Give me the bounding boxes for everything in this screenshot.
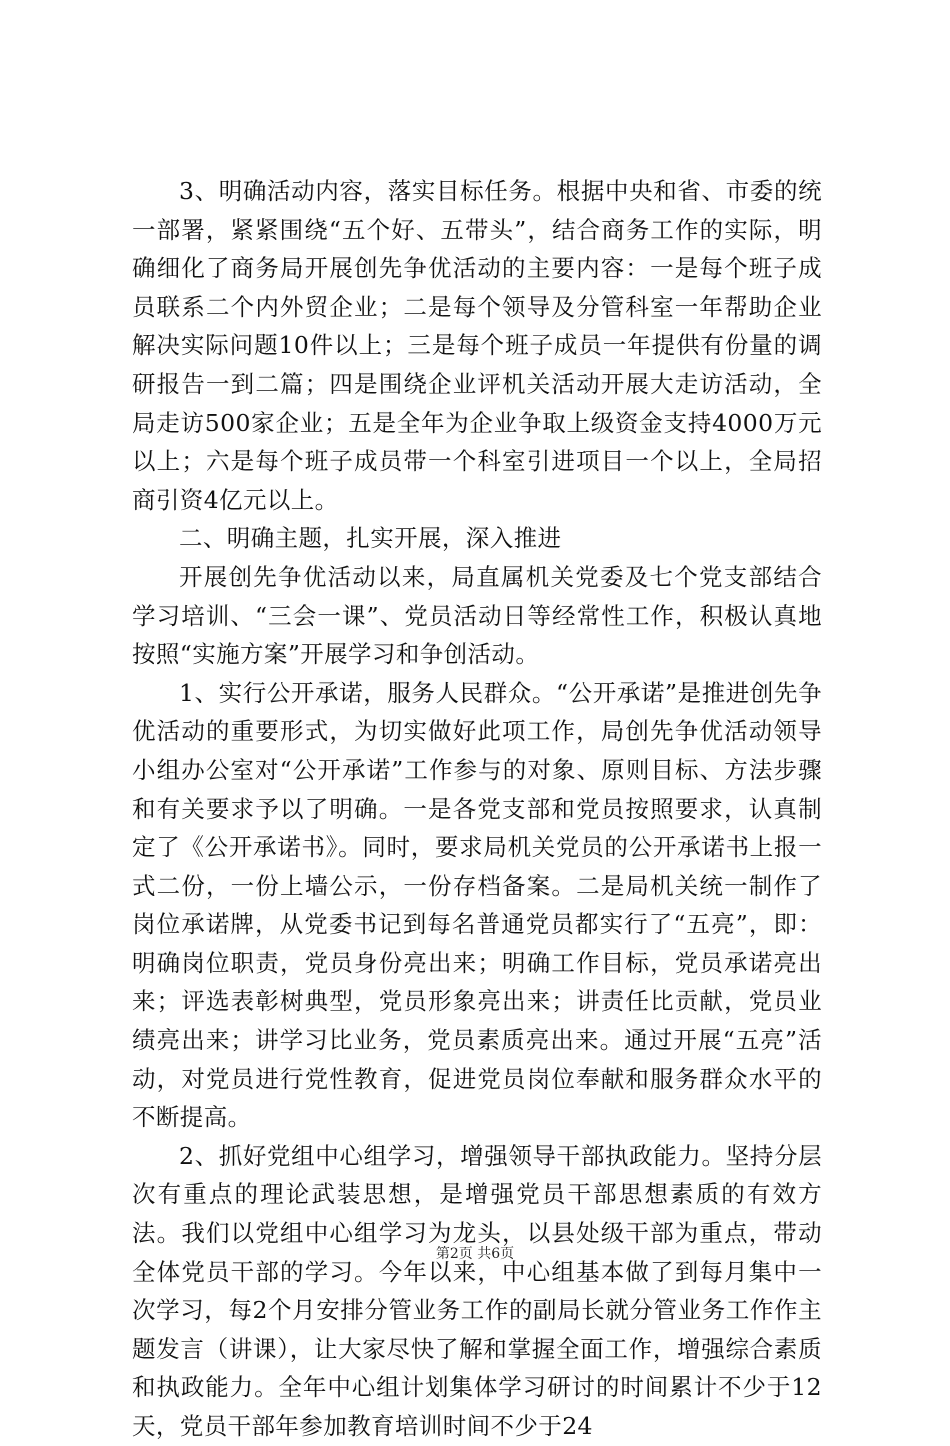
paragraph-group-study: 2、抓好党组中心组学习，增强领导干部执政能力。坚持分层次有重点的理论武装思想，是增强党员干部思想素质的有效方法。我们以党组中心组学习为龙头，以县处级干部为重点，带动全体党员干部的学习。今年以来，中心组基本做了到每月集中一次学习，每2个月安排分管业务工作的副局长就分管业务工作作主题发言（讲课），让大家尽快了解和掌握全面工作，增强综合素质和执政能力。全年中心组计划集体学习研讨的时间累计不少于12天，党员干部年参加教育培训时间不少于24	[132, 1141, 822, 1440]
section-heading: 二、明确主题，扎实开展，深入推进	[179, 524, 562, 553]
page-number-footer: 第2页 共6页	[435, 1246, 515, 1262]
paragraph-activity-content: 3、明确活动内容，落实目标任务。根据中央和省、市委的统一部署，紧紧围绕“五个好、五带头”，结合商务工作的实际，明确细化了商务局开展创先争优活动的主要内容：一是每个班子成员联系二个内外贸企业；二是每个领导及分管科室一年帮助企业解决实际问题10件以上；三是每个班子成员一年提供有份量的调研报告一到二篇；四是围绕企业评机关活动开展大走访活动，全局走访500家企业；五是全年为企业争取上级资金支持4000万元以上；六是每个班子成员带一个科室引进项目一个以上，全局招商引资4亿元以上。	[132, 177, 822, 514]
paragraph-intro: 开展创先争优活动以来，局直属机关党委及七个党支部结合学习培训、“三会一课”、党员活动日等经常性工作，积极认真地按照“实施方案”开展学习和争创活动。	[132, 562, 822, 669]
paragraph-public-commitment: 1、实行公开承诺，服务人民群众。“公开承诺”是推进创先争优活动的重要形式，为切实做好此项工作，局创先争优活动领导小组办公室对“公开承诺”工作参与的对象、原则目标、方法步骤和有关要求予以了明确。一是各党支部和党员按照要求，认真制定了《公开承诺书》。同时，要求局机关党员的公开承诺书上报一式二份，一份上墙公示，一份存档备案。二是局机关统一制作了岗位承诺牌，从党委书记到每名普通党员都实行了“五亮”，即：明确岗位职责，党员身份亮出来；明确工作目标，党员承诺亮出来；评选表彰树典型，党员形象亮出来；讲责任比贡献，党员业绩亮出来；讲学习比业务，党员素质亮出来。通过开展“五亮”活动，对党员进行党性教育，促进党员岗位奉献和服务群众水平的不断提高。	[132, 678, 822, 1132]
